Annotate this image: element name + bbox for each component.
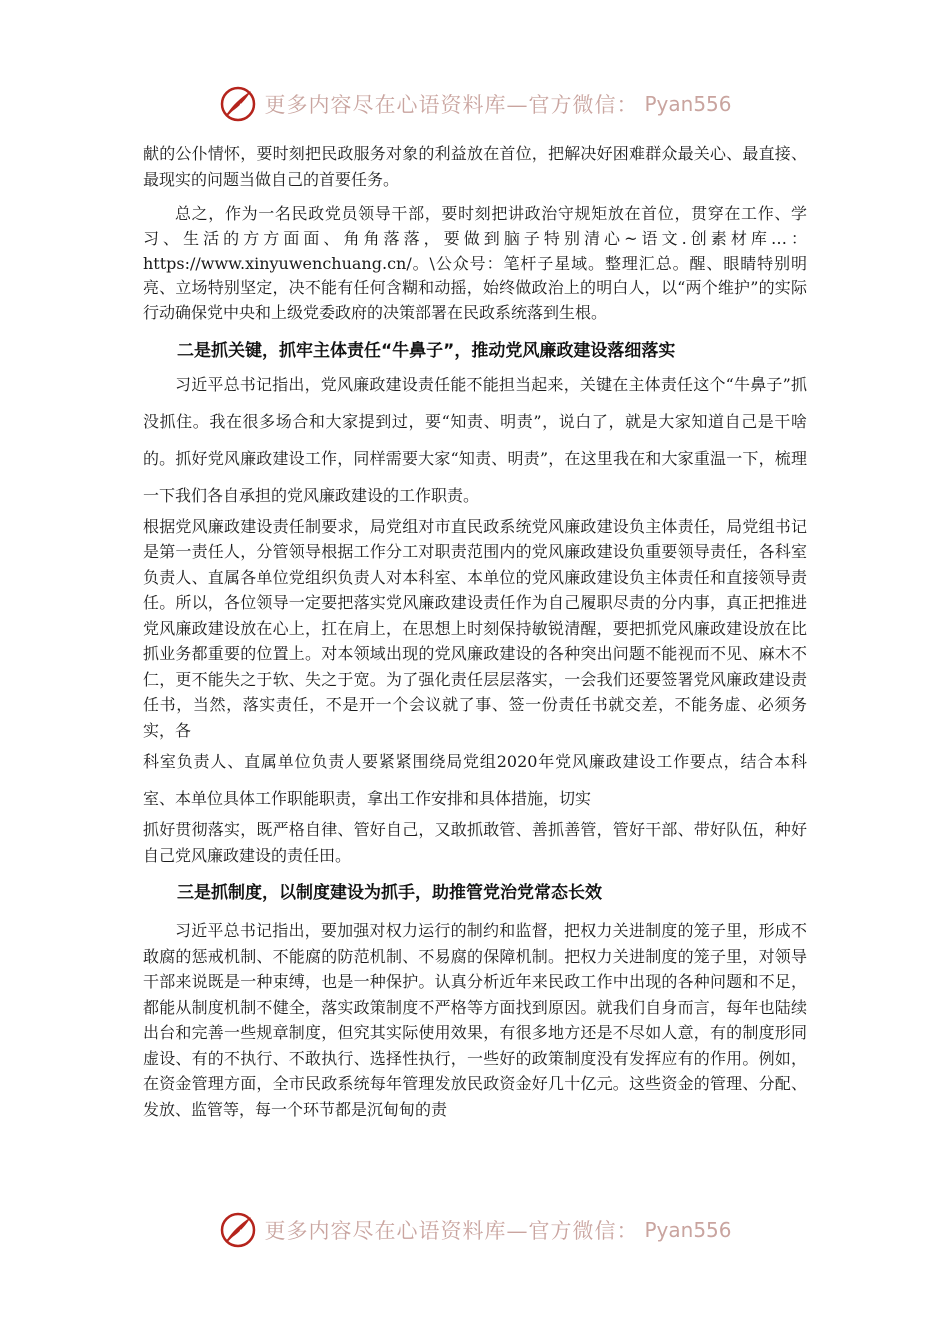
paragraph-7: 习近平总书记指出，要加强对权力运行的制约和监督，把权力关进制度的笼子里，形成不敢腐的惩戒机制、不能腐的防范机制、不易腐的保障机制。把权力关进制度的笼子里，对领导干部来说既是一种束缚，也是一种保护。认真分析近年来民政工作中出现的各种问题和不足，都能从制度机制不健全，落实政策制度不严格等方面找到原因。就我们自身而言，每年也陆续出台和完善一些规章制度，但究其实际使用效果，有很多地方还是不尽如人意，有的制度形同虚设、有的不执行、不敢执行、选择性执行，一些好的政策制度没有发挥应有的作用。例如，在资金管理方面，全市民政系统每年管理发放民政资金好几十亿元。这些资金的管理、分配、发放、监管等，每一个环节都是沉甸甸的责 bbox=[143, 921, 807, 1119]
paragraph-6: 抓好贯彻落实，既严格自律、管好自己，又敢抓敢管、善抓善管，管好干部、带好队伍，种好自己党风廉政建设的责任田。 bbox=[143, 820, 807, 865]
header-banner bbox=[0, 82, 950, 126]
document-body bbox=[143, 141, 807, 1122]
quill-pen-logo-icon bbox=[218, 1210, 258, 1250]
footer-banner bbox=[0, 1208, 950, 1252]
banner-text: 更多内容尽在心语资料库—官方微信： bbox=[264, 1219, 639, 1243]
banner-wechat-id: Pyan556 bbox=[644, 92, 732, 116]
quill-pen-logo-icon bbox=[218, 84, 258, 124]
section-heading-3: 三是抓制度，以制度建设为抓手，助推管党治党常态长效 bbox=[177, 883, 602, 904]
banner-wechat-id: Pyan556 bbox=[644, 1218, 732, 1242]
paragraph-3: 习近平总书记指出，党风廉政建设责任能不能担当起来，关键在主体责任这个“牛鼻子”抓没抓住。我在很多场合和大家提到过，要“知责、明责”，说白了，就是大家知道自己是干啥的。抓好党风廉政建设工作，同样需要大家“知责、明责”，在这里我在和大家重温一下，梳理一下我们各自承担的党风廉政建设的工作职责。 bbox=[143, 374, 807, 505]
paragraph-2: 总之，作为一名民政党员领导干部，要时刻把讲政治守规矩放在首位，贯穿在工作、学习、生活的方方面面、角角落落，要做到脑子特别清心~语文.创素材库…：https://www.xinyuwenchuang.cn/。\公众号：笔杆子星域。整理汇总。醒、眼睛特别明亮、立场特别坚定，决不能有任何含糊和动摇，始终做政治上的明白人，以“两个维护”的实际行动确保党中央和上级党委政府的决策部署在民政系统落到生根。 bbox=[143, 204, 807, 323]
paragraph-5: 科室负责人、直属单位负责人要紧紧围绕局党组2020年党风廉政建设工作要点，结合本科室、本单位具体工作职能职责，拿出工作安排和具体措施，切实 bbox=[143, 752, 807, 809]
paragraph-4: 根据党风廉政建设责任制要求，局党组对市直民政系统党风廉政建设负主体责任，局党组书记是第一责任人，分管领导根据工作分工对职责范围内的党风廉政建设负重要领导责任，各科室负责人、直属各单位党组织负责人对本科室、本单位的党风廉政建设负主体责任和直接领导责任。所以，各位领导一定要把落实党风廉政建设责任作为自己履职尽责的分内事，真正把推进党风廉政建设放在心上，扛在肩上，在思想上时刻保持敏锐清醒，要把抓党风廉政建设放在比抓业务都重要的位置上。对本领域出现的党风廉政建设的各种突出问题不能视而不见、麻木不仁，更不能失之于软、失之于宽。为了强化责任层层落实，一会我们还要签署党风廉政建设责任书，当然，落实责任，不是开一个会议就了事、签一份责任书就交差，不能务虚、必须务实，各 bbox=[143, 516, 807, 740]
banner-text: 更多内容尽在心语资料库—官方微信： bbox=[264, 93, 639, 117]
paragraph-1: 献的公仆情怀，要时刻把民政服务对象的利益放在首位，把解决好困难群众最关心、最直接、最现实的问题当做自己的首要任务。 bbox=[143, 144, 807, 189]
section-heading-2: 二是抓关键，抓牢主体责任“牛鼻子”，推动党风廉政建设落细落实 bbox=[177, 340, 676, 361]
